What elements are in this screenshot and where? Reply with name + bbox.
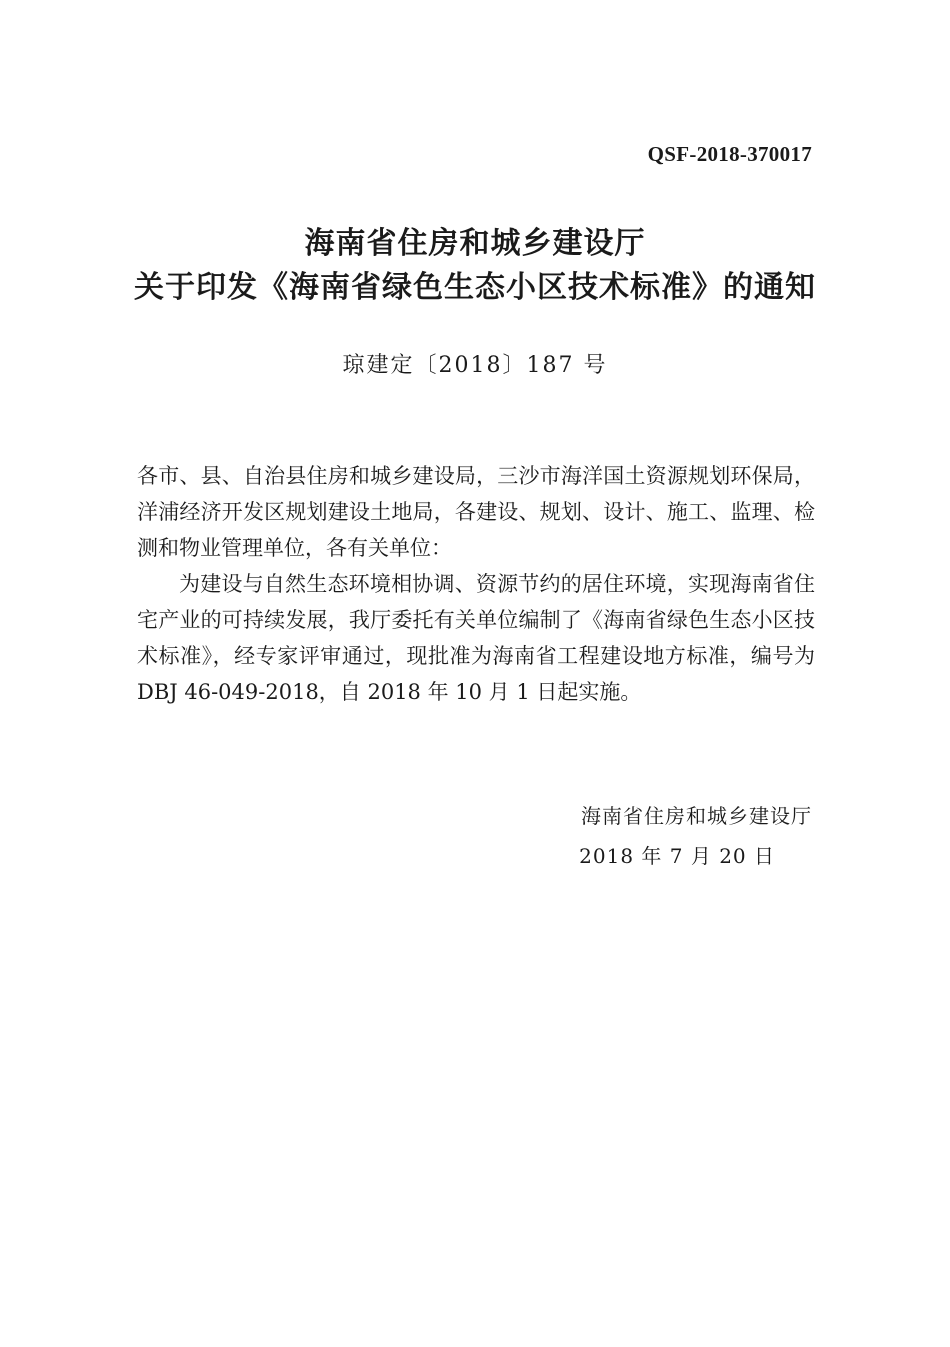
content-paragraph: 为建设与自然生态环境相协调、资源节约的居住环境，实现海南省住宅产业的可持续发展，我厅委托有关单位编制了《海南省绿色生态小区技术标准》，经专家评审通过，现批准为海南省工程建设地方标准，编号为 DBJ 46-049-2018，自 2018 年 10 月 1 日起实施。: [137, 572, 815, 704]
standard-code: QSF-2018-370017: [647, 142, 812, 166]
document-number: 琼建定〔2018〕187 号: [342, 353, 608, 378]
signature-date: 2018 年 7 月 20 日: [579, 844, 775, 868]
notice-title-line2: 关于印发《海南省绿色生态小区技术标准》的通知: [134, 270, 816, 305]
notice-title-line1: 海南省住房和城乡建设厅: [304, 226, 646, 261]
notice-body: [137, 458, 815, 710]
addressee-paragraph: 各市、县、自治县住房和城乡建设局，三沙市海洋国土资源规划环保局，洋浦经济开发区规划建设土地局，各建设、规划、设计、施工、监理、检测和物业管理单位，各有关单位：: [137, 464, 815, 560]
signature-organization: 海南省住房和城乡建设厅: [581, 804, 812, 828]
